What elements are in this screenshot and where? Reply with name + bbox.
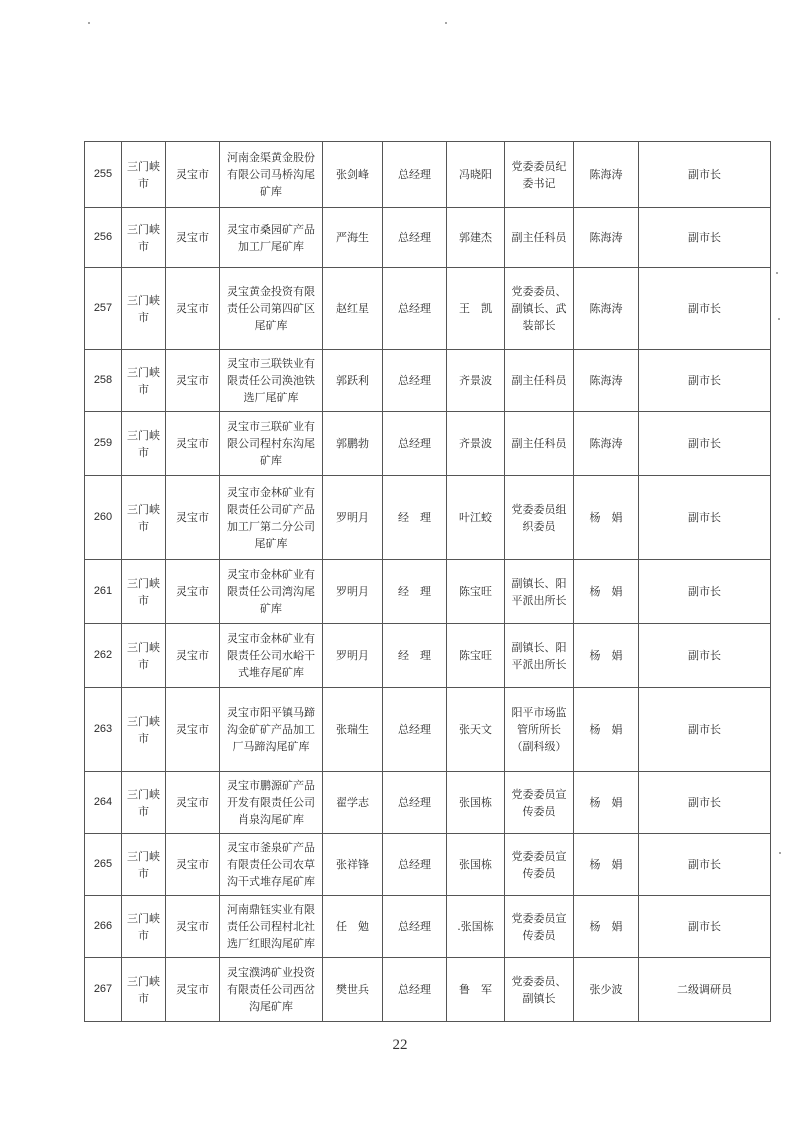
table-row <box>85 560 771 624</box>
town-lead-name: 陈宝旺 <box>447 560 505 624</box>
town-lead-title: 副镇长、阳平派出所长 <box>505 560 574 624</box>
row-number: 267 <box>85 958 122 1022</box>
town-lead-name: .张国栋 <box>447 896 505 958</box>
city-cell: 三门峡市 <box>122 688 166 772</box>
city-cell: 三门峡市 <box>122 624 166 688</box>
row-number: 259 <box>85 412 122 476</box>
county-lead-title: 副市长 <box>639 772 771 834</box>
enterprise-lead-name: 罗明月 <box>323 624 383 688</box>
enterprise-lead-title: 总经理 <box>383 958 447 1022</box>
enterprise-lead-title: 总经理 <box>383 772 447 834</box>
county-lead-title: 副市长 <box>639 142 771 208</box>
enterprise-lead-name: 赵红星 <box>323 268 383 350</box>
county-cell: 灵宝市 <box>166 772 220 834</box>
city-cell: 三门峡市 <box>122 142 166 208</box>
county-cell: 灵宝市 <box>166 896 220 958</box>
enterprise-lead-title: 总经理 <box>383 350 447 412</box>
county-lead-title: 副市长 <box>639 624 771 688</box>
tailings-pond-name: 灵宝濮鸿矿业投资有限责任公司西岔沟尾矿库 <box>220 958 323 1022</box>
row-number: 257 <box>85 268 122 350</box>
county-lead-title: 副市长 <box>639 412 771 476</box>
county-lead-name: 陈海涛 <box>574 412 639 476</box>
town-lead-title: 党委委员纪委书记 <box>505 142 574 208</box>
table-row <box>85 142 771 208</box>
city-cell: 三门峡市 <box>122 958 166 1022</box>
county-cell: 灵宝市 <box>166 560 220 624</box>
table-row <box>85 958 771 1022</box>
town-lead-title: 副主任科员 <box>505 350 574 412</box>
city-cell: 三门峡市 <box>122 268 166 350</box>
tailings-pond-name: 灵宝市金林矿业有限责任公司水峪干式堆存尾矿库 <box>220 624 323 688</box>
town-lead-title: 党委委员宣传委员 <box>505 834 574 896</box>
scan-speck <box>779 852 781 854</box>
county-cell: 灵宝市 <box>166 412 220 476</box>
town-lead-name: 齐景波 <box>447 350 505 412</box>
tailings-pond-name: 灵宝市釜泉矿产品有限责任公司农草沟干式堆存尾矿库 <box>220 834 323 896</box>
town-lead-title: 副镇长、阳平派出所长 <box>505 624 574 688</box>
row-number: 262 <box>85 624 122 688</box>
county-lead-name: 杨 娟 <box>574 624 639 688</box>
town-lead-name: 张国栋 <box>447 772 505 834</box>
enterprise-lead-name: 张剑峰 <box>323 142 383 208</box>
town-lead-name: 张天文 <box>447 688 505 772</box>
tailings-pond-name: 河南鼎钰实业有限责任公司程村北社选厂红眼沟尾矿库 <box>220 896 323 958</box>
enterprise-lead-title: 总经理 <box>383 688 447 772</box>
row-number: 255 <box>85 142 122 208</box>
county-cell: 灵宝市 <box>166 624 220 688</box>
county-cell: 灵宝市 <box>166 350 220 412</box>
county-lead-name: 杨 娟 <box>574 560 639 624</box>
table-row <box>85 208 771 268</box>
county-cell: 灵宝市 <box>166 958 220 1022</box>
enterprise-lead-name: 严海生 <box>323 208 383 268</box>
table-row <box>85 412 771 476</box>
city-cell: 三门峡市 <box>122 834 166 896</box>
enterprise-lead-title: 经 理 <box>383 624 447 688</box>
table-row <box>85 688 771 772</box>
county-cell: 灵宝市 <box>166 688 220 772</box>
county-lead-title: 副市长 <box>639 208 771 268</box>
enterprise-lead-title: 总经理 <box>383 412 447 476</box>
row-number: 256 <box>85 208 122 268</box>
county-lead-title: 二级调研员 <box>639 958 771 1022</box>
town-lead-title: 副主任科员 <box>505 412 574 476</box>
table-row <box>85 268 771 350</box>
city-cell: 三门峡市 <box>122 412 166 476</box>
county-cell: 灵宝市 <box>166 208 220 268</box>
town-lead-name: 叶江蛟 <box>447 476 505 560</box>
row-number: 258 <box>85 350 122 412</box>
tailings-pond-name: 灵宝市三联铁业有限责任公司涣池铁选厂尾矿库 <box>220 350 323 412</box>
row-number: 264 <box>85 772 122 834</box>
town-lead-title: 副主任科员 <box>505 208 574 268</box>
enterprise-lead-name: 樊世兵 <box>323 958 383 1022</box>
county-lead-name: 张少波 <box>574 958 639 1022</box>
county-cell: 灵宝市 <box>166 834 220 896</box>
scan-speck <box>776 272 778 274</box>
city-cell: 三门峡市 <box>122 560 166 624</box>
county-lead-name: 杨 娟 <box>574 772 639 834</box>
county-lead-name: 陈海涛 <box>574 350 639 412</box>
page-number: 22 <box>392 1037 408 1053</box>
table-row <box>85 834 771 896</box>
city-cell: 三门峡市 <box>122 208 166 268</box>
enterprise-lead-title: 经 理 <box>383 476 447 560</box>
city-cell: 三门峡市 <box>122 476 166 560</box>
table-row <box>85 624 771 688</box>
scan-speck <box>88 22 90 24</box>
enterprise-lead-title: 经 理 <box>383 560 447 624</box>
enterprise-lead-title: 总经理 <box>383 142 447 208</box>
tailings-pond-name: 灵宝市桑园矿产品加工厂尾矿库 <box>220 208 323 268</box>
row-number: 260 <box>85 476 122 560</box>
county-lead-title: 副市长 <box>639 688 771 772</box>
row-number: 266 <box>85 896 122 958</box>
town-lead-name: 陈宝旺 <box>447 624 505 688</box>
town-lead-title: 阳平市场监管所所长（副科级） <box>505 688 574 772</box>
enterprise-lead-name: 翟学志 <box>323 772 383 834</box>
enterprise-lead-title: 总经理 <box>383 268 447 350</box>
town-lead-title: 党委委员宣传委员 <box>505 772 574 834</box>
town-lead-name: 郭建杰 <box>447 208 505 268</box>
town-lead-title: 党委委员、副镇长、武装部长 <box>505 268 574 350</box>
enterprise-lead-name: 张祥锋 <box>323 834 383 896</box>
table-row <box>85 476 771 560</box>
enterprise-lead-name: 张瑞生 <box>323 688 383 772</box>
enterprise-lead-name: 任 勉 <box>323 896 383 958</box>
county-lead-title: 副市长 <box>639 834 771 896</box>
county-lead-name: 杨 娟 <box>574 834 639 896</box>
enterprise-lead-name: 罗明月 <box>323 476 383 560</box>
town-lead-name: 张国栋 <box>447 834 505 896</box>
tailings-roster-table <box>84 141 771 1022</box>
county-lead-title: 副市长 <box>639 268 771 350</box>
table-row <box>85 896 771 958</box>
county-lead-name: 杨 娟 <box>574 476 639 560</box>
table-row <box>85 350 771 412</box>
tailings-pond-name: 灵宝市金林矿业有限责任公司湾沟尾矿库 <box>220 560 323 624</box>
town-lead-title: 党委委员宣传委员 <box>505 896 574 958</box>
enterprise-lead-title: 总经理 <box>383 896 447 958</box>
town-lead-name: 鲁 军 <box>447 958 505 1022</box>
town-lead-title: 党委委员、副镇长 <box>505 958 574 1022</box>
city-cell: 三门峡市 <box>122 772 166 834</box>
town-lead-name: 冯晓阳 <box>447 142 505 208</box>
county-lead-name: 杨 娟 <box>574 896 639 958</box>
row-number: 261 <box>85 560 122 624</box>
scan-speck <box>445 22 447 24</box>
town-lead-title: 党委委员组织委员 <box>505 476 574 560</box>
city-cell: 三门峡市 <box>122 896 166 958</box>
tailings-pond-name: 灵宝市金林矿业有限责任公司矿产品加工厂第二分公司尾矿库 <box>220 476 323 560</box>
county-lead-name: 陈海涛 <box>574 142 639 208</box>
tailings-pond-name: 灵宝市鹏源矿产品开发有限责任公司肖泉沟尾矿库 <box>220 772 323 834</box>
enterprise-lead-name: 罗明月 <box>323 560 383 624</box>
county-cell: 灵宝市 <box>166 268 220 350</box>
county-lead-name: 陈海涛 <box>574 208 639 268</box>
county-cell: 灵宝市 <box>166 476 220 560</box>
town-lead-name: 王 凯 <box>447 268 505 350</box>
city-cell: 三门峡市 <box>122 350 166 412</box>
enterprise-lead-name: 郭跃利 <box>323 350 383 412</box>
county-lead-title: 副市长 <box>639 560 771 624</box>
enterprise-lead-name: 郭鹏勃 <box>323 412 383 476</box>
row-number: 265 <box>85 834 122 896</box>
county-lead-name: 陈海涛 <box>574 268 639 350</box>
county-lead-title: 副市长 <box>639 350 771 412</box>
tailings-pond-name: 河南金渠黄金股份有限公司马桥沟尾矿库 <box>220 142 323 208</box>
tailings-pond-name: 灵宝市三联矿业有限公司程村东沟尾矿库 <box>220 412 323 476</box>
enterprise-lead-title: 总经理 <box>383 208 447 268</box>
enterprise-lead-title: 总经理 <box>383 834 447 896</box>
county-lead-title: 副市长 <box>639 896 771 958</box>
county-cell: 灵宝市 <box>166 142 220 208</box>
county-lead-title: 副市长 <box>639 476 771 560</box>
county-lead-name: 杨 娟 <box>574 688 639 772</box>
row-number: 263 <box>85 688 122 772</box>
tailings-pond-name: 灵宝市阳平镇马蹄沟金矿矿产品加工厂马蹄沟尾矿库 <box>220 688 323 772</box>
table-row <box>85 772 771 834</box>
scan-speck <box>778 318 780 320</box>
tailings-pond-name: 灵宝黄金投资有限责任公司第四矿区尾矿库 <box>220 268 323 350</box>
town-lead-name: 齐景波 <box>447 412 505 476</box>
